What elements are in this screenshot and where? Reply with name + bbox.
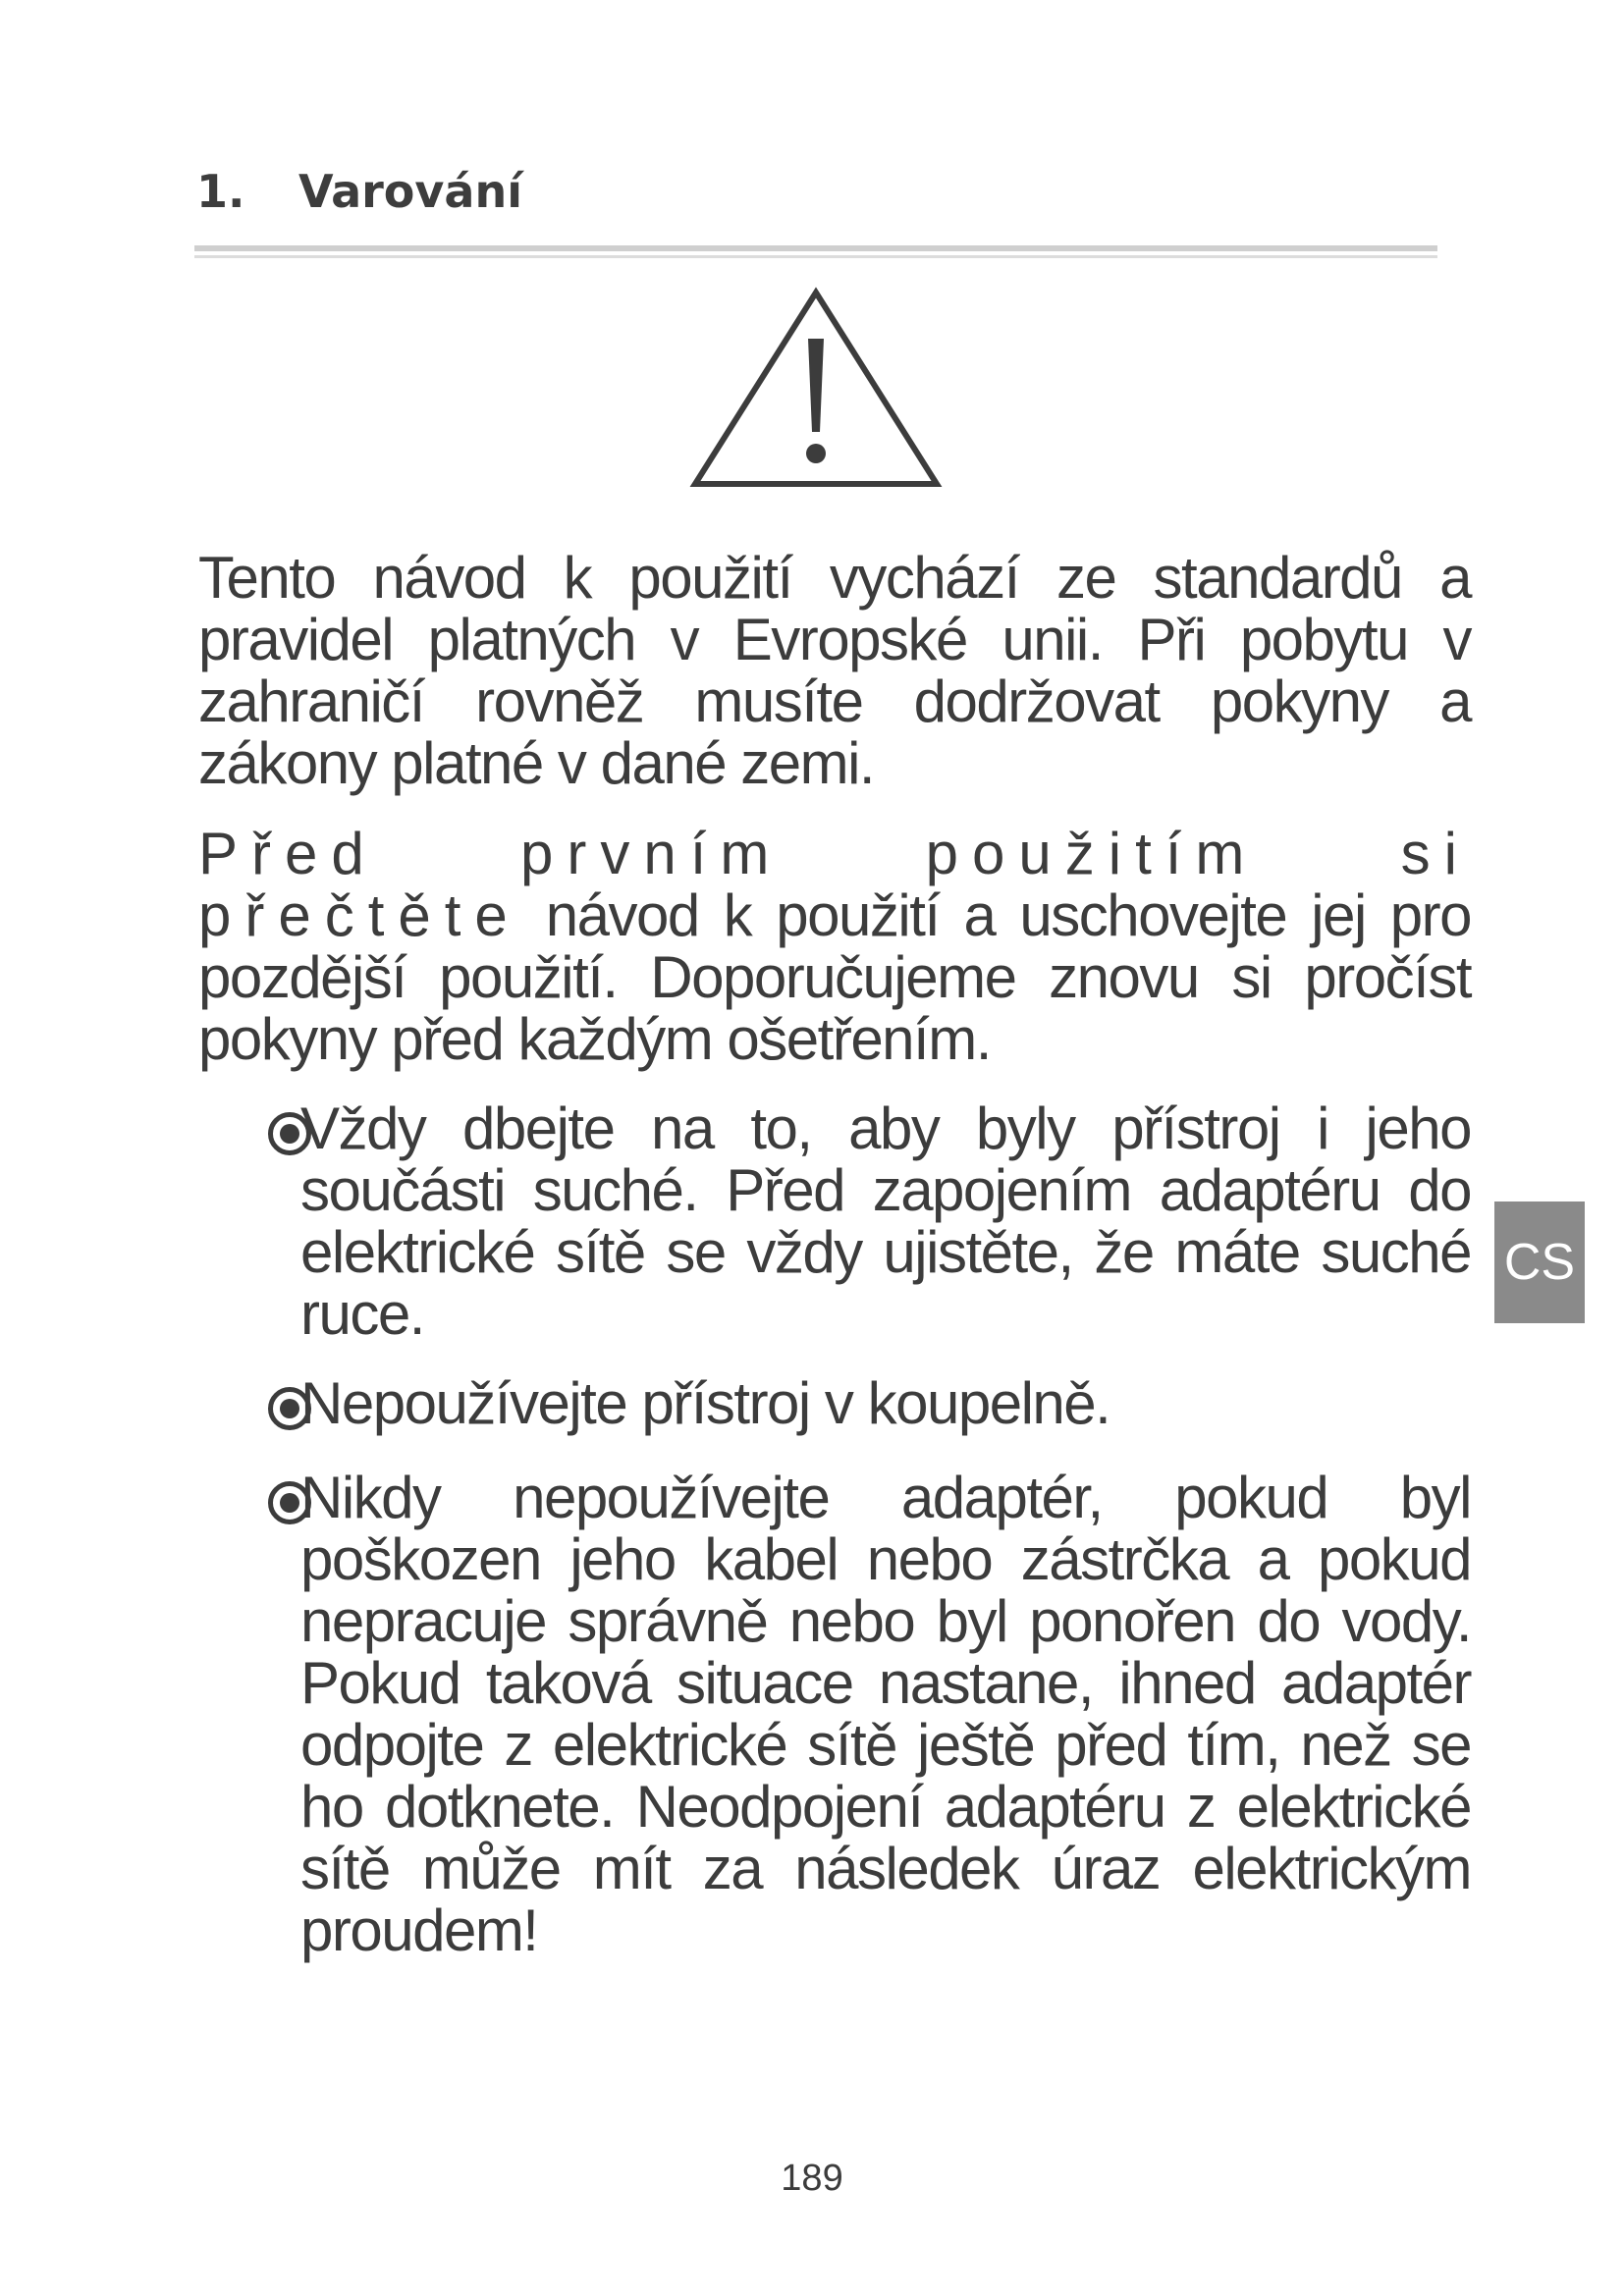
bullet-item-dry-parts: Vždy dbejte na to, aby byly přístroj i jeho součásti suché. Před zapojením adaptéru do elektrické sítě se vždy ujistěte, že máte suché ruce.	[300, 1097, 1471, 1345]
read-manual-lead: Před prvním použitím si přečtěte	[198, 821, 1471, 948]
section-title: Varování	[298, 165, 522, 218]
heading-divider	[194, 245, 1437, 251]
radio-bullet-icon	[268, 1112, 311, 1155]
language-tab: CS	[1494, 1201, 1585, 1323]
read-manual-text: návod k použití a uschovejte jej pro pozdější použití. Doporučujeme znovu si pročíst pokyny před každým ošetřením.	[198, 882, 1471, 1072]
heading-divider-thin	[194, 255, 1437, 258]
bullet-item-bathroom: Nepoužívejte přístroj v koupelně.	[300, 1372, 1471, 1434]
warning-triangle-icon	[689, 285, 943, 491]
section-heading	[196, 165, 522, 218]
radio-bullet-icon	[268, 1481, 311, 1524]
page-number: 189	[781, 2158, 843, 2199]
section-number: 1.	[196, 165, 245, 218]
intro-paragraph: Tento návod k použití vychází ze standardů a pravidel platných v Evropské unii. Při pobytu v zahraničí rovněž musíte dodržovat pokyny a zákony platné v dané zemi.	[198, 545, 1471, 796]
radio-bullet-icon	[268, 1387, 311, 1430]
read-manual-paragraph	[198, 823, 1471, 1070]
bullet-item-damaged-adapter: Nikdy nepoužívejte adaptér, pokud byl poškozen jeho kabel nebo zástrčka a pokud nepracuje správně nebo byl ponořen do vody. Pokud taková situace nastane, ihned adaptér odpojte z elektrické sítě ještě před tím, než se ho dotknete. Neodpojení adaptéru z elektrické sítě může mít za následek úraz elektrickým proudem!	[300, 1467, 1471, 1961]
